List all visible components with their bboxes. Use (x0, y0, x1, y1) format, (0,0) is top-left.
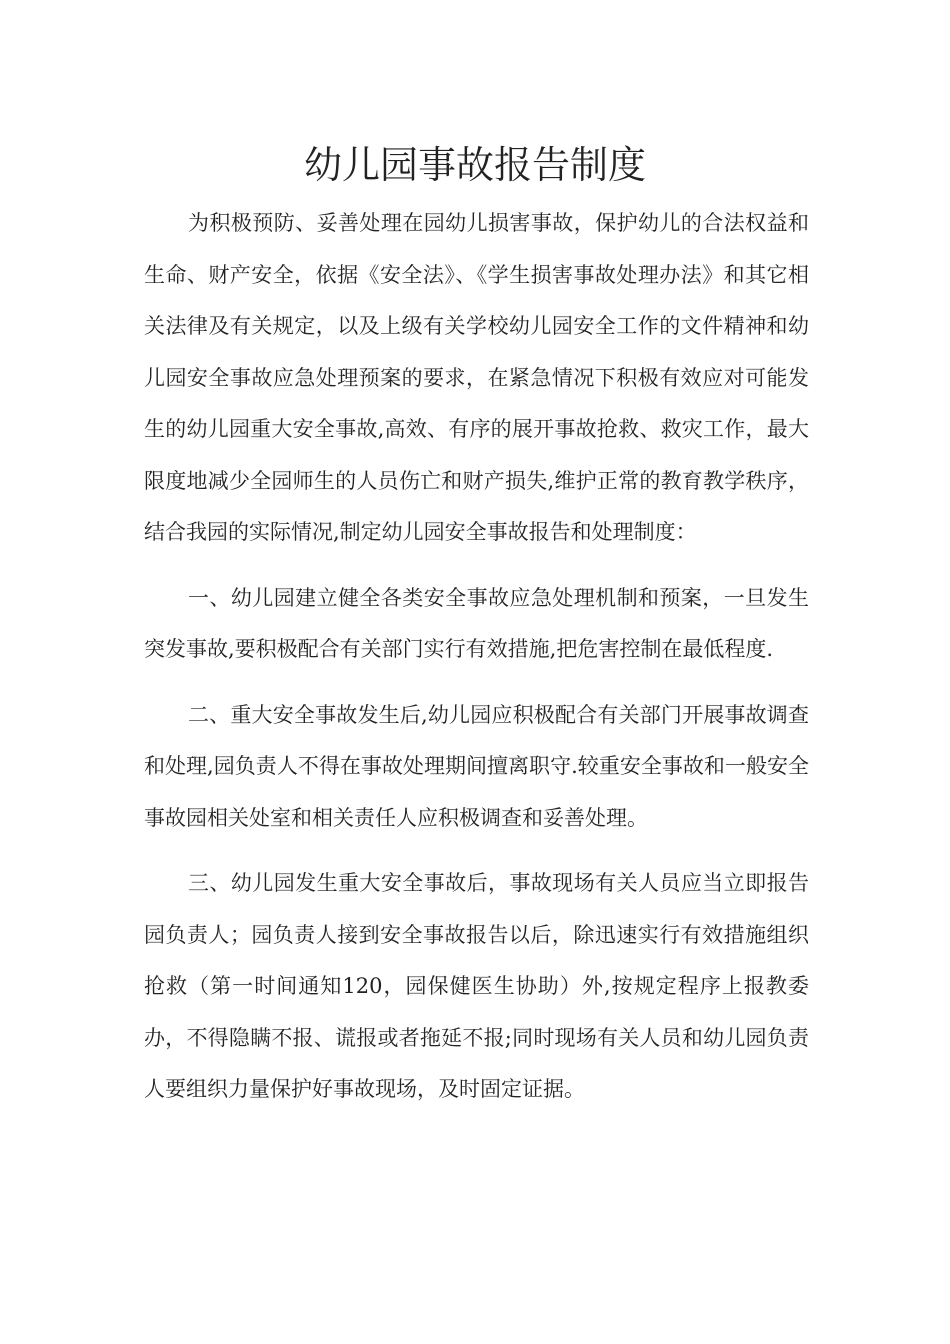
paragraph-clause-2: 二、重大安全事故发生后,幼儿园应积极配合有关部门开展事故调查和处理,园负责人不得在事故处理期间擅离职守.较重安全事故和一般安全事故园相关处室和相关责任人应积极调查和妥善处理。 (144, 702, 809, 830)
document-body (144, 198, 809, 1130)
paragraph-clause-3: 三、幼儿园发生重大安全事故后，事故现场有关人员应当立即报告园负责人；园负责人接到安全事故报告以后，除迅速实行有效措施组织抢救（第一时间通知120，园保健医生协助）外,按规定程序上报教委办，不得隐瞒不报、谎报或者拖延不报;同时现场有关人员和幼儿园负责人要组织力量保护好事故现场，及时固定证据。 (144, 871, 809, 1101)
paragraph-intro: 为积极预防、妥善处理在园幼儿损害事故，保护幼儿的合法权益和生命、财产安全，依据《安全法》、《学生损害事故处理办法》和其它相关法律及有关规定，以及上级有关学校幼儿园安全工作的文件精神和幼儿园安全事故应急处理预案的要求，在紧急情况下积极有效应对可能发生的幼儿园重大安全事故,高效、有序的展开事故抢救、救灾工作，最大限度地减少全园师生的人员伤亡和财产损失,维护正常的教育教学秩序，结合我园的实际情况,制定幼儿园安全事故报告和处理制度： (144, 211, 809, 544)
document-title: 幼儿园事故报告制度 (303, 143, 646, 187)
paragraph-clause-1: 一、幼儿园建立健全各类安全事故应急处理机制和预案，一旦发生突发事故,要积极配合有关部门实行有效措施,把危害控制在最低程度. (144, 585, 809, 661)
